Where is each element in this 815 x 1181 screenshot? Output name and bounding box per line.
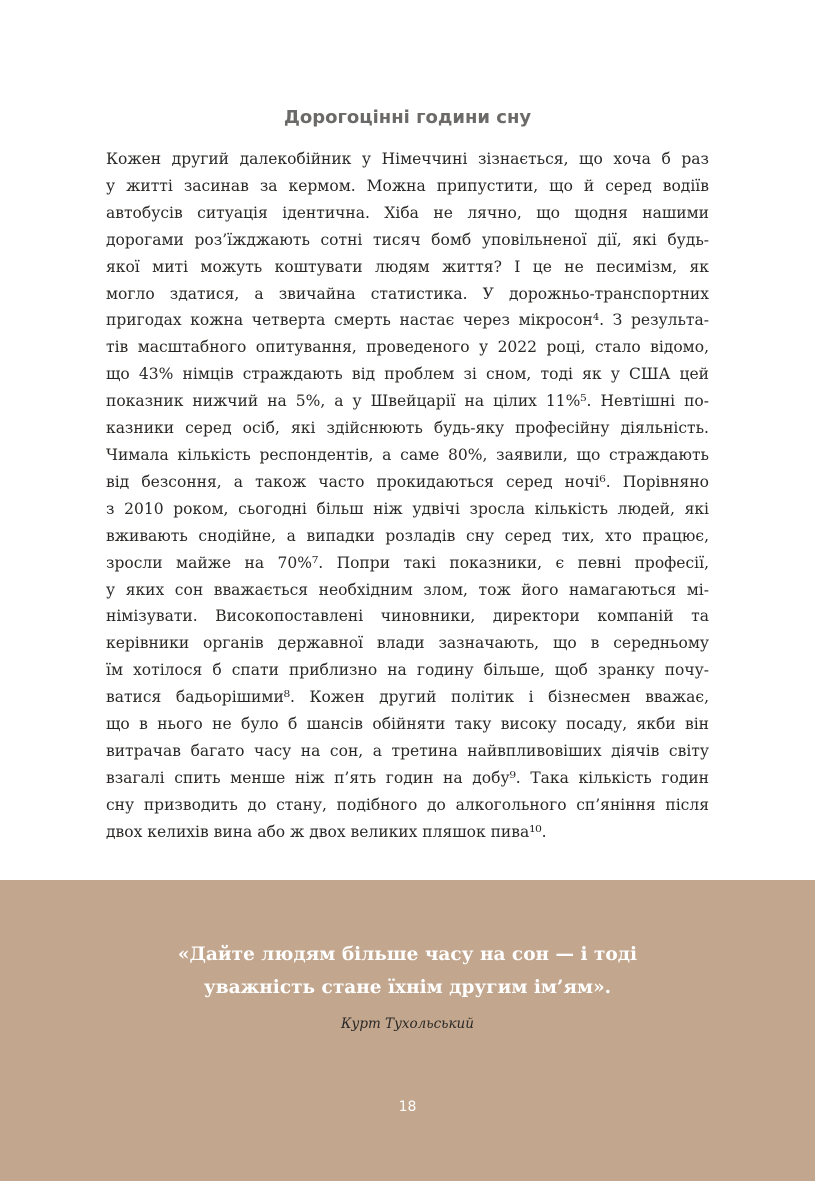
quote-line-1: «Дайте людям більше часу на сон — і тоді [177,944,638,965]
body-line: Чимала кількість респондентів, а саме 80%, заявили, що страждають [106,445,709,464]
section-title: Дорогоцінні години сну [283,107,532,128]
body-line: зросли майже на 70%⁷. Попри такі показники, є певні професії, [106,553,709,572]
quote-text [0,938,815,1004]
body-line: могло здатися, а звичайна статистика. У дорожньо-транспортних [106,284,709,303]
quote-line-2: уважність стане їхнім другим ім’ям». [203,977,612,998]
body-line: витрачав багато часу на сон, а третина найвпливовіших діячів світу [106,741,709,760]
body-line: автобусів ситуація ідентична. Хіба не лячно, що щодня нашими [106,203,709,222]
body-line: Кожен другий далекобійник у Німеччині зізнається, що хоча б раз [106,150,709,168]
body-line: взагалі спить менше ніж п’ять годин на добу⁹. Така кількість годин [106,768,709,787]
body-line: німізувати. Високопоставлені чиновники, директори компаній та [106,607,709,626]
body-line: дорогами роз’їжджають сотні тисяч бомб уповільненої дії, які будь- [106,230,709,249]
body-line: у житті засинав за кермом. Можна припустити, що й серед водіїв [106,176,709,195]
quote-band [0,880,815,1181]
body-paragraph [106,146,709,846]
body-line: пригодах кожна четверта смерть настає через мікросон⁴. З результа- [106,311,709,330]
body-line: що в нього не було б шансів обійняти таку високу посаду, якби він [106,715,709,734]
body-line: керівники органів державної влади зазначають, що в середньому [106,634,709,653]
body-line: від безсоння, а також часто прокидаються серед ночі⁶. Порівняно [106,472,709,491]
body-line: що 43% німців страждають від проблем зі сном, тоді як у США цей [106,365,709,384]
body-line: їм хотілося б спати приблизно на годину більше, щоб зранку почу- [106,661,709,680]
page-number: 18 [398,1099,417,1115]
body-line: тів масштабного опитування, проведеного у 2022 році, стало відомо, [106,338,709,357]
body-line: якої миті можуть коштувати людям життя? І це не песимізм, як [106,257,709,276]
body-line: показник нижчий на 5%, а у Швейцарії на цілих 11%⁵. Невтішні по- [106,392,709,411]
body-line: з 2010 роком, сьогодні більш ніж удвічі зросла кількість людей, які [106,499,709,518]
body-line: двох келихів вина або ж двох великих пляшок пива¹⁰. [106,822,547,841]
body-line: вживають снодійне, а випадки розладів сну серед тих, хто працює, [106,526,709,545]
body-line: у яких сон вважається необхідним злом, тож його намагаються мі- [106,580,709,599]
quote-author: Курт Тухольський [341,1016,474,1032]
body-line: казники серед осіб, які здійснюють будь-яку професійну діяльність. [106,419,709,438]
body-line: сну призводить до стану, подібного до алкогольного сп’яніння після [106,795,709,814]
body-line: ватися бадьорішими⁸. Кожен другий політик і бізнесмен вважає, [106,688,709,707]
